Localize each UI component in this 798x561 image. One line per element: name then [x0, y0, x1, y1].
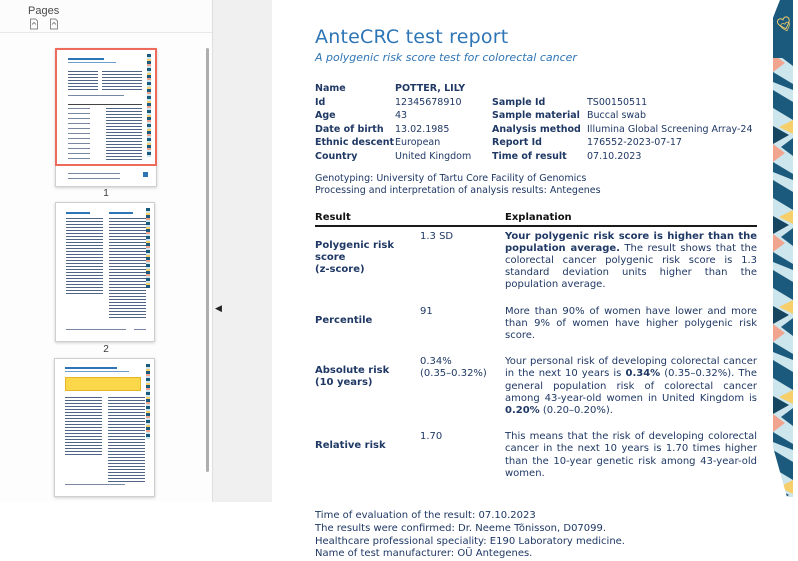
provenance-block: [315, 173, 757, 197]
mini-footer: [68, 173, 120, 179]
mini-footer-right: [134, 329, 146, 333]
table-row-polygenic-risk-score: [315, 231, 757, 292]
report-footer: [315, 510, 757, 561]
report-content: [315, 0, 757, 561]
rotate-page-left-icon[interactable]: [27, 17, 40, 30]
pages-panel-header: [0, 0, 212, 33]
mini-table-rule: [68, 104, 142, 105]
ethnic-descent-label: Ethnic descent: [315, 137, 395, 149]
result-column-header: Result: [315, 211, 351, 223]
sample-material-value: Buccal swab: [587, 110, 647, 122]
processing-line: Processing and interpretation of analysis results: Antegenes: [315, 184, 601, 196]
page-thumbnail-1[interactable]: [55, 48, 157, 187]
row-explanation: More than 90% of women have lower and more than 9% of women have higher polygenic risk score.: [505, 305, 757, 341]
mini-footer: [65, 484, 125, 488]
sample-id-label: Sample Id: [492, 96, 546, 108]
footer-line: Healthcare professional speciality: E190 Laboratory medicine.: [315, 535, 625, 547]
mini-footer-mark: [143, 172, 148, 177]
mini-column-right: [108, 397, 145, 483]
row-label-2: (10 years): [315, 377, 373, 389]
row-value: 1.3 SD: [420, 230, 454, 242]
mini-column-left: [65, 397, 102, 455]
report-id-label: Report Id: [492, 137, 542, 149]
age-label: Age: [315, 110, 336, 122]
page-thumbnail-2[interactable]: [55, 202, 155, 342]
mini-subtitle: [68, 62, 116, 63]
row-label: Polygenic risk score: [315, 239, 395, 263]
brand-ribbon: [773, 0, 793, 497]
row-explanation: Your personal risk of developing colorectal cancer in the next 10 years is 0.34% (0.35–0.32%). The general population risk of colorectal cancer among 43-year-old women in United Kingdom is 0.20% (0.20–0.20%).: [505, 356, 757, 416]
id-value: 12345678910: [395, 96, 462, 108]
pages-panel-title: Pages: [28, 5, 60, 17]
report-id-value: 176552-2023-07-17: [587, 137, 682, 149]
patient-info-grid: [315, 82, 757, 164]
row-value: 91: [420, 305, 433, 317]
report-title: AnteCRC test report: [315, 26, 509, 48]
analysis-method-label: Analysis method: [492, 123, 581, 135]
mini-brand-ribbon: [146, 208, 150, 288]
mini-result-col: [68, 108, 90, 160]
analysis-method-value: Illumina Global Screening Array-24: [587, 123, 753, 135]
ethnic-descent-value: European: [395, 137, 441, 149]
time-of-result-label: Time of result: [492, 150, 567, 162]
time-of-result-value: 07.10.2023: [587, 150, 642, 162]
mini-provenance: [68, 95, 124, 100]
row-value: 1.70: [420, 431, 443, 443]
mini-brand-ribbon: [146, 364, 150, 439]
row-value: 0.34%: [420, 356, 452, 368]
mini-info-right: [102, 71, 142, 90]
row-value-2: (0.35–0.32%): [420, 368, 487, 380]
table-row-absolute-risk: [315, 356, 757, 417]
mini-explanation-col: [106, 108, 142, 160]
footer-line: Name of test manufacturer: OÜ Antegenes.: [315, 548, 533, 560]
genotyping-line: Genotyping: University of Tartu Core Facility of Genomics: [315, 172, 587, 184]
mini-heading: [65, 367, 117, 369]
mini-footer: [66, 329, 126, 333]
page-thumbnail-3[interactable]: [54, 358, 155, 497]
row-label: Relative risk: [315, 440, 386, 452]
pages-sidebar: [0, 0, 212, 502]
id-label: Id: [315, 96, 326, 108]
mini-column-left: [66, 218, 103, 296]
sample-id-value: TS00150511: [587, 96, 648, 108]
name-value: POTTER, LILY: [395, 83, 466, 94]
country-label: Country: [315, 150, 358, 162]
age-value: 43: [395, 110, 408, 122]
row-label: Percentile: [315, 314, 373, 326]
viewer-gutter: [212, 0, 272, 502]
report-subtitle: A polygenic risk score test for colorectal cancer: [315, 51, 577, 64]
document-page: [272, 0, 798, 560]
country-value: United Kingdom: [395, 150, 472, 162]
pages-toolbar: [27, 17, 60, 30]
name-label: Name: [315, 83, 346, 94]
mini-heading-right: [109, 212, 133, 214]
mini-info-left: [68, 71, 98, 90]
collapse-sidebar-arrow[interactable]: ◀: [215, 303, 222, 313]
rotate-page-right-icon[interactable]: [47, 17, 60, 30]
explanation-column-header: Explanation: [505, 211, 572, 223]
page-number-label: 1: [103, 188, 109, 199]
table-row-percentile: [315, 306, 757, 343]
sample-material-label: Sample material: [492, 110, 580, 122]
mini-brand-ribbon: [147, 54, 151, 157]
row-label: Absolute risk: [315, 365, 390, 377]
footer-line: The results were confirmed: Dr. Neeme Tõnisson, D07099.: [315, 522, 607, 534]
table-row-relative-risk: [315, 431, 757, 480]
results-table-header: [315, 212, 757, 227]
mini-column-right: [109, 218, 146, 318]
dob-value: 13.02.1985: [395, 123, 450, 135]
mini-heading-left: [66, 212, 90, 214]
row-label-2: (z-score): [315, 263, 365, 275]
mini-subheading: [65, 371, 129, 372]
results-table: [315, 212, 757, 480]
footer-line: Time of evaluation of the result: 07.10.2023: [315, 510, 536, 522]
dob-label: Date of birth: [315, 123, 384, 135]
sidebar-scrollbar[interactable]: [206, 48, 209, 472]
row-explanation: This means that the risk of developing colorectal cancer in the next 10 years is 1.70 times higher than the 10-year genetic risk among 43-year-old women.: [505, 431, 757, 479]
page-number-label: 2: [103, 344, 109, 355]
row-explanation: Your polygenic risk score is higher than the population average. The result shows that the colorectal cancer polygenic risk score is 1.3 standard deviation units higher than the population average.: [505, 230, 757, 291]
mini-highlight-box: [65, 377, 141, 391]
mini-title: [68, 58, 104, 60]
